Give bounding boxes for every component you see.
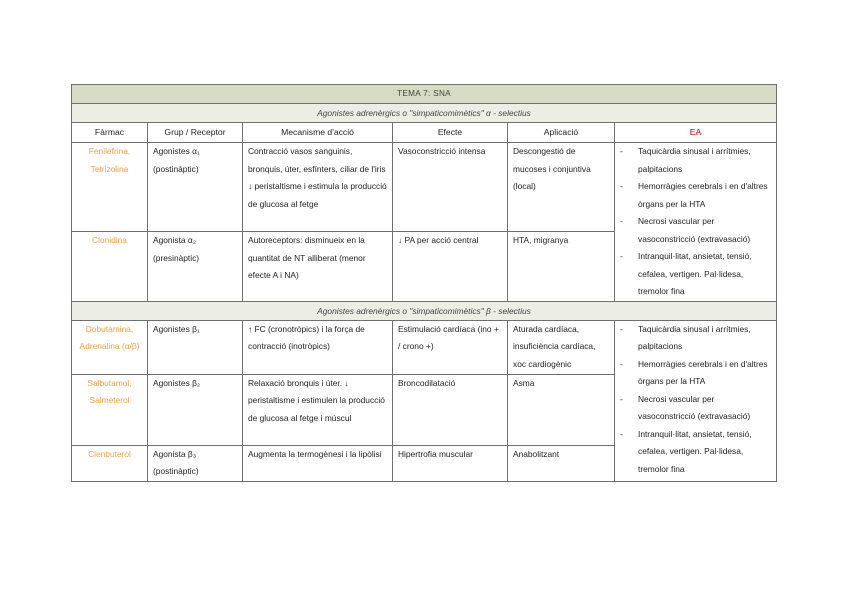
application: Aturada cardíaca, insuficiència cardíaca, xoc cardiogènic xyxy=(508,320,615,374)
effect: Vasoconstricció intensa xyxy=(393,143,508,232)
table-title: TEMA 7: SNA xyxy=(72,85,777,104)
list-item: - Intranquil·litat, ansietat, tensió, cefalea, vertigen. Pal·lidesa, tremolor fina xyxy=(620,248,771,301)
adverse-effects-list xyxy=(620,143,771,301)
section-title-beta: Agonistes adrenèrgics o "simpaticomimètics" β - selectius xyxy=(72,301,777,320)
mechanism: Augmenta la termogènesi i la lipòlisi xyxy=(243,445,393,481)
receptor-group: Agonistes β₁ xyxy=(148,320,243,374)
section-row-beta xyxy=(72,301,777,320)
receptor-group: Agonistes β₂ xyxy=(148,374,243,445)
section-row-alpha xyxy=(72,104,777,123)
drug-name: Dobutamina, Adrenalina (α/β) xyxy=(72,320,148,374)
header-row xyxy=(72,123,777,143)
mechanism: Contracció vasos sanguinis, bronquis, úter, esfínters, ciliar de l'iris ↓ peristaltisme i estimula la producció de glucosa al fetge xyxy=(243,143,393,232)
application: Asma xyxy=(508,374,615,445)
adverse-effects-alpha xyxy=(615,143,777,302)
mechanism: Relaxació bronquis i úter. ↓ peristaltisme i estimulen la producció de glucosa al fetge i múscul xyxy=(243,374,393,445)
list-item: - Hemorràgies cerebrals i en d'altres òrgans per la HTA xyxy=(620,178,771,213)
mechanism: ↑ FC (cronotròpics) i la força de contracció (inotròpics) xyxy=(243,320,393,374)
application: Descongestió de mucoses i conjuntiva (local) xyxy=(508,143,615,232)
header-efecte: Efecte xyxy=(393,123,508,143)
adverse-effects-list xyxy=(620,321,771,479)
title-row xyxy=(72,85,777,104)
list-item: - Taquicàrdia sinusal i arrítmies, palpitacions xyxy=(620,143,771,178)
effect: Broncodilatació xyxy=(393,374,508,445)
effect: Estimulació cardíaca (ino + / crono +) xyxy=(393,320,508,374)
list-item: - Hemorràgies cerebrals i en d'altres òrgans per la HTA xyxy=(620,356,771,391)
header-mecanisme: Mecanisme d'acció xyxy=(243,123,393,143)
table-row xyxy=(72,320,777,374)
receptor-group: Agonistes α₁ (postinàptic) xyxy=(148,143,243,232)
list-item: - Necrosi vascular per vasoconstricció (extravasació) xyxy=(620,391,771,426)
header-ea: EA xyxy=(615,123,777,143)
application: Anabolitzant xyxy=(508,445,615,481)
table-row xyxy=(72,143,777,232)
list-item: - Intranquil·litat, ansietat, tensió, cefalea, vertigen. Pal·lidesa, tremolor fina xyxy=(620,426,771,479)
list-item: - Necrosi vascular per vasoconstricció (extravasació) xyxy=(620,213,771,248)
receptor-group: Agonista β₃ (postinàptic) xyxy=(148,445,243,481)
drug-name: Fenilefrina, Tetrizolina xyxy=(72,143,148,232)
header-farmac: Fàrmac xyxy=(72,123,148,143)
header-grup: Grup / Receptor xyxy=(148,123,243,143)
drug-name: Salbutamol, Salmeterol xyxy=(72,374,148,445)
list-item: - Taquicàrdia sinusal i arrítmies, palpitacions xyxy=(620,321,771,356)
receptor-group: Agonista α₂ (presinàptic) xyxy=(148,232,243,301)
effect: Hipertrofia muscular xyxy=(393,445,508,481)
section-title-alpha: Agonistes adrenèrgics o "simpaticomimètics" α - selectius xyxy=(72,104,777,123)
pharmacology-table xyxy=(71,84,777,482)
drug-name: Clonidina xyxy=(72,232,148,301)
drug-name: Clenbuterol xyxy=(72,445,148,481)
effect: ↓ PA per acció central xyxy=(393,232,508,301)
header-aplicacio: Aplicació xyxy=(508,123,615,143)
application: HTA, migranya xyxy=(508,232,615,301)
adverse-effects-beta xyxy=(615,320,777,481)
mechanism: Autoreceptors: disminueix en la quantitat de NT alliberat (menor efecte A i NA) xyxy=(243,232,393,301)
